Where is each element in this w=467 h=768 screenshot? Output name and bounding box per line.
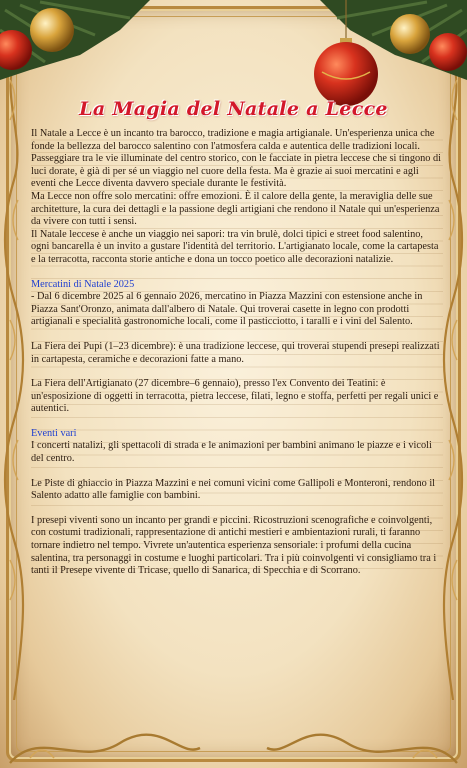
top-decoration	[0, 0, 467, 110]
events-item-2: Le Piste di ghiaccio in Piazza Mazzini e nei comuni vicini come Gallipoli e Monteroni, rendono il Salento adatto alle famiglie con bambini.	[31, 477, 436, 502]
markets-item-3: La Fiera dell'Artigianato (27 dicembre–6 gennaio), presso l'ex Convento dei Teatini: è un'esposizione di oggetti in terracotta, pietra leccese, filati, legno e stoffa, perfetti per regali unici e autentici.	[31, 378, 439, 415]
events-item-3: I presepi viventi sono un incanto per grandi e piccini. Ricostruzioni scenografiche e coinvolgenti, con costumi tradizionali, rappresentazione di antichi mestieri e ambientazioni rurali, ti faranno tornare indietro nel tempo. Vivrete un'autentica esperienza sensoriale: i profumi della cucina salentina, tra personaggi in costume e luoghi particolari. Tra i più coinvolgenti vi consigliamo tra i tanti il Presepe vivente di Tricase, quello di Sanarica, di Specchia e di Scorrano.	[31, 514, 437, 577]
events-item-1: I concerti natalizi, gli spettacoli di strada e le animazioni per bambini animano le piazze e i vicoli del centro.	[31, 440, 432, 465]
events-heading: Eventi vari	[31, 427, 77, 439]
markets-item-1: - Dal 6 dicembre 2025 al 6 gennaio 2026, mercatino in Piazza Mazzini con estensione anche in Piazza Sant'Oronzo, animata dall'albero di Natale. Qui troverai casette in legno con prodotti artigianali e specialità gastronomiche locali, come il pasticciotto, i taralli e i vini del Salento.	[31, 291, 423, 328]
intro-paragraph-3: Ma Lecce non offre solo mercatini: offre emozioni. È il calore della gente, la meraviglia delle sue architetture, la cura dei dettagli e la passione degli artigiani che rendono il Natale qui un'esperienza da vivere con tutti i sensi.	[31, 190, 440, 228]
page-title: La Magia del Natale a Lecce	[79, 98, 388, 120]
right-flourish-icon	[439, 60, 467, 700]
intro-paragraph-2: Passeggiare tra le vie illuminate del centro storico, con le facciate in pietra leccese che si tingono di luci dorate, è già di per sé un viaggio nel cuore della festa. Ma è grazie ai suoi mercatini e agli eventi che Lecce diventa davvero speciale durante le festività.	[31, 153, 441, 190]
content-body	[31, 128, 443, 578]
markets-item-2: La Fiera dei Pupi (1–23 dicembre): è una tradizione leccese, qui troverai stupendi presepi realizzati in cartapesta, ceramiche e decorazioni fatte a mano.	[31, 340, 440, 365]
left-flourish-icon	[0, 60, 28, 700]
intro-paragraph-1: Il Natale a Lecce è un incanto tra barocco, tradizione e magia artigianale. Un'esperienza unica che fonde la bellezza del barocco salentino con l'atmosfera calda e autentica delle tradizioni locali.	[31, 128, 435, 152]
intro-paragraph-4: Il Natale leccese è anche un viaggio nei sapori: tra vin brulè, dolci tipici e street food salentino, ogni bancarella è un invito a gustare l'identità del territorio. L'artigianato locale, come la cartapesta e la terracotta, racconta storie antiche e dona un tocco poetico alle decorazioni natalizie.	[31, 228, 439, 265]
bottom-flourish-icon	[0, 708, 467, 768]
markets-heading: Mercatini di Natale 2025	[31, 278, 135, 290]
